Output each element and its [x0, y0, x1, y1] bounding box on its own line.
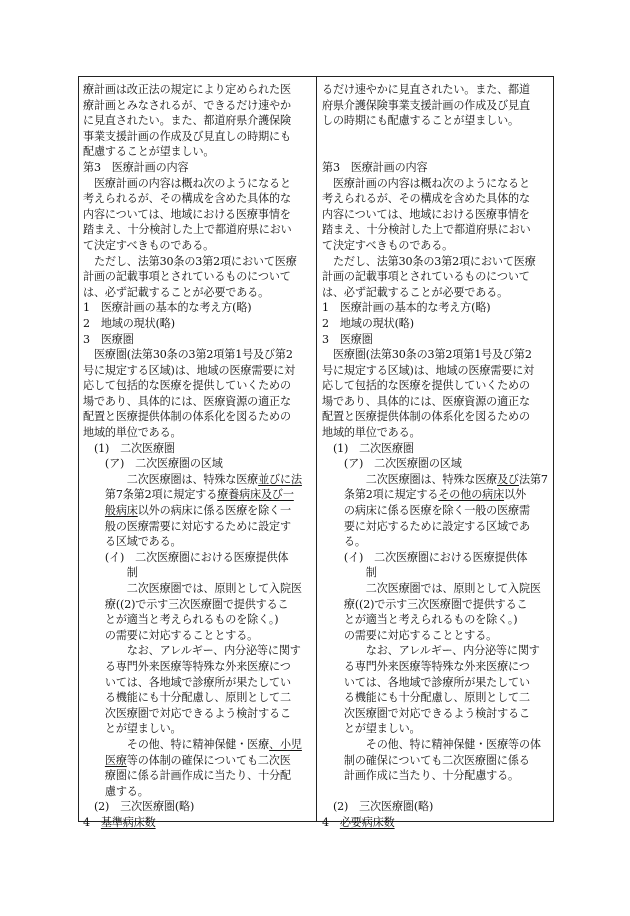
text-line — [322, 98, 549, 114]
text-line — [83, 129, 312, 145]
line-text: の需要に対応することとする。 — [83, 628, 259, 642]
line-text: 医療計画の内容は概ね次のようになると — [83, 176, 291, 190]
line-text: て決定すべきものである。 — [322, 238, 454, 252]
text-line — [83, 721, 312, 737]
line-text: (2) 三次医療圏(略) — [322, 800, 434, 814]
line-text: 場であり、具体的には、医療資源の適正な — [322, 394, 530, 408]
line-text: 内容については、地域における医療事情を — [322, 207, 530, 221]
text-line — [83, 82, 312, 98]
text-line — [322, 706, 549, 722]
line-text: 応して包括的な医療を提供していくための — [322, 379, 530, 393]
text-line — [83, 441, 312, 457]
text-line — [83, 472, 312, 488]
text-line — [83, 815, 312, 831]
text-line — [83, 675, 312, 691]
text-line — [322, 363, 549, 379]
line-text: 二次医療圏は、特殊な医療 — [83, 472, 259, 486]
text-line — [322, 721, 549, 737]
text-line — [83, 254, 312, 270]
text-line — [322, 456, 549, 472]
line-text: 療圏に係る計画作成に当たり、十分配 — [83, 769, 291, 783]
text-line — [83, 456, 312, 472]
line-text: 療計画とみなされるが、できるだけ速やか — [83, 98, 291, 112]
line-text: 4 — [83, 815, 101, 829]
text-line — [83, 768, 312, 784]
line-text: (イ) 二次医療圏における医療提供体 — [322, 550, 528, 564]
line-text: 号に規定する区域)は、地域の医療需要に対 — [83, 363, 296, 377]
line-text: 応して包括的な医療を提供していくための — [83, 379, 291, 393]
text-line — [322, 550, 549, 566]
text-line — [322, 628, 549, 644]
line-text: 制の確保についても二次医療圏に係る — [322, 753, 530, 767]
text-line — [83, 191, 312, 207]
text-line — [83, 378, 312, 394]
text-line — [322, 581, 549, 597]
line-text: 計画作成に当たり、十分配慮する。 — [322, 769, 519, 783]
line-text: 3 医療圏 — [83, 332, 134, 346]
text-line — [83, 409, 312, 425]
text-line — [83, 332, 312, 348]
line-text: る専門外来医療等特殊な外来医療につ — [322, 659, 530, 673]
line-text: 1 医療計画の基本的な考え方(略) — [322, 301, 491, 315]
underlined-text: 般病床 — [104, 504, 138, 518]
text-line — [322, 487, 549, 503]
text-line — [322, 332, 549, 348]
line-text: るだけ速やかに見直されたい。また、都道 — [322, 83, 530, 96]
text-line — [322, 597, 549, 613]
text-line — [322, 472, 549, 488]
text-line — [83, 503, 312, 519]
line-text: いては、各地域で診療所が果たしてい — [83, 675, 291, 689]
text-line — [83, 659, 312, 675]
line-text: 4 — [322, 815, 340, 829]
text-line — [83, 628, 312, 644]
text-line — [322, 737, 549, 753]
line-text: 計画の記載事項とされているものについて — [83, 270, 291, 284]
line-text: とが適当と考えられるものを除く。) — [83, 613, 279, 627]
line-text: る区域である。 — [83, 535, 182, 549]
line-text: 療((2)で示す三次医療圏で提供するこ — [83, 597, 289, 611]
text-line — [83, 534, 312, 550]
line-text: 条第2項に規定する — [322, 488, 439, 502]
line-text: 1 医療計画の基本的な考え方(略) — [83, 301, 252, 315]
line-text: 要に対応するために設定する区域であ — [322, 519, 530, 533]
text-line — [83, 706, 312, 722]
text-line — [83, 347, 312, 363]
line-text: その他、特に精神保健・医療等の体 — [322, 737, 541, 751]
text-line — [322, 176, 549, 192]
line-text: は、必ず記載することが必要である。 — [83, 285, 270, 299]
text-line — [322, 347, 549, 363]
text-line — [83, 316, 312, 332]
line-text: 配置と医療提供体制の体系化を図るための — [83, 410, 291, 424]
line-text: (ア) 二次医療圏の区域 — [322, 457, 462, 471]
line-text: (イ) 二次医療圏における医療提供体 — [83, 550, 289, 564]
underlined-text: 基準病床数 — [100, 815, 156, 829]
text-line — [322, 316, 549, 332]
text-line — [322, 238, 549, 254]
line-text: は、必ず記載することが必要である。 — [322, 285, 509, 299]
line-text: 等の体制の確保についても二次医 — [126, 753, 291, 767]
text-line — [322, 129, 549, 145]
text-line — [322, 269, 549, 285]
text-line — [83, 597, 312, 613]
text-line — [83, 550, 312, 566]
text-line — [322, 690, 549, 706]
text-line — [322, 113, 549, 129]
line-text: 療((2)で示す三次医療圏で提供するこ — [322, 597, 528, 611]
line-text: 3 医療圏 — [322, 332, 373, 346]
text-line — [83, 98, 312, 114]
text-line — [322, 300, 549, 316]
line-text: なお、アレルギー、内分泌等に関す — [83, 644, 301, 658]
text-line — [322, 191, 549, 207]
line-text: (2) 三次医療圏(略) — [83, 800, 195, 814]
underlined-text: 、小児 — [269, 737, 302, 751]
text-line — [322, 409, 549, 425]
line-text: 医療圏(法第30条の3第2項第1号及び第2 — [83, 348, 293, 362]
text-line — [322, 643, 549, 659]
text-line — [322, 222, 549, 238]
line-text: 踏まえ、十分検討した上で都道府県におい — [322, 223, 531, 237]
underlined-text: 必要病床数 — [339, 815, 395, 829]
line-text: ただし、法第30条の3第2項において医療 — [83, 254, 297, 268]
line-text: る。 — [322, 535, 366, 549]
text-line — [83, 581, 312, 597]
text-line — [83, 737, 312, 753]
line-text: の病床に係る医療を除く一般の医療需 — [322, 504, 530, 518]
text-line — [83, 222, 312, 238]
line-text: 内容については、地域における医療事情を — [83, 207, 291, 221]
text-line — [83, 269, 312, 285]
current-text-column — [316, 77, 553, 829]
text-line — [83, 394, 312, 410]
text-line — [322, 378, 549, 394]
line-text: その他、特に精神保健・医療 — [83, 737, 270, 751]
line-text — [83, 504, 105, 517]
text-line — [322, 441, 549, 457]
line-text: 計画の記載事項とされているものについて — [322, 270, 530, 284]
text-line — [322, 534, 549, 550]
text-line — [83, 612, 312, 628]
line-text: 法第7 — [519, 472, 548, 486]
line-text: とが望ましい。 — [83, 722, 182, 736]
line-text: とが適当と考えられるものを除く。) — [322, 613, 518, 627]
text-line — [83, 144, 312, 160]
text-line — [322, 799, 549, 815]
text-line — [83, 487, 312, 503]
line-text: に見直されたい。また、都道府県介護保険 — [83, 114, 291, 128]
text-line — [322, 254, 549, 270]
line-text: 療計画は改正法の規定により定められた医 — [83, 83, 291, 96]
line-text: 2 地域の現状(略) — [322, 316, 414, 330]
text-line — [83, 753, 312, 769]
text-line — [322, 285, 549, 301]
line-text: ただし、法第30条の3第2項において医療 — [322, 254, 536, 268]
line-text: て決定すべきものである。 — [83, 238, 215, 252]
line-text: (ア) 二次医療圏の区域 — [83, 457, 223, 471]
text-line — [83, 784, 312, 800]
text-line — [322, 815, 549, 831]
text-line — [322, 784, 549, 800]
text-line — [322, 675, 549, 691]
line-text: 医療計画の内容は概ね次のようになると — [322, 176, 530, 190]
text-line — [322, 394, 549, 410]
text-line — [322, 160, 549, 176]
line-text: 慮する。 — [83, 784, 149, 798]
comparison-table — [78, 76, 554, 829]
line-text: る機能にも十分配慮し、原則として二 — [83, 691, 291, 705]
line-text: 以外 — [504, 488, 526, 502]
underlined-text: 並びに法 — [258, 472, 302, 486]
line-text: 地域的単位である。 — [83, 426, 182, 440]
text-line — [83, 643, 312, 659]
text-line — [83, 207, 312, 223]
line-text: 踏まえ、十分検討した上で都道府県におい — [83, 223, 292, 237]
text-line — [322, 565, 549, 581]
text-line — [322, 659, 549, 675]
line-text: (1) 二次医療圏 — [83, 441, 175, 455]
line-text: 般の医療需要に対応するために設定す — [83, 519, 291, 533]
text-line — [322, 753, 549, 769]
line-text: 配慮することが望ましい。 — [83, 145, 215, 159]
underlined-text: 療養病床及び一 — [217, 488, 294, 502]
text-line — [322, 768, 549, 784]
text-line — [83, 425, 312, 441]
text-line — [83, 113, 312, 129]
text-line — [83, 176, 312, 192]
line-text: 二次医療圏では、原則として入院医 — [83, 582, 302, 595]
text-line — [322, 503, 549, 519]
line-text: る専門外来医療等特殊な外来医療につ — [83, 659, 291, 673]
line-text: 第7条第2項に規定する — [83, 488, 218, 502]
line-text: 制 — [322, 566, 377, 580]
line-text: とが望ましい。 — [322, 722, 421, 736]
line-text: 2 地域の現状(略) — [83, 316, 175, 330]
text-line — [83, 363, 312, 379]
line-text: 二次医療圏は、特殊な医療 — [322, 472, 498, 486]
text-line — [83, 690, 312, 706]
text-line — [83, 160, 312, 176]
line-text: る機能にも十分配慮し、原則として二 — [322, 691, 530, 705]
line-text: 第3 医療計画の内容 — [322, 160, 428, 174]
line-text — [83, 754, 105, 767]
text-line — [83, 519, 312, 535]
line-text: 次医療圏で対応できるよう検討するこ — [83, 706, 291, 720]
text-line — [322, 144, 549, 160]
line-text: の需要に対応することとする。 — [322, 628, 498, 642]
text-line — [322, 82, 549, 98]
text-line — [322, 519, 549, 535]
line-text: 制 — [83, 566, 138, 580]
line-text: 府県介護保険事業支援計画の作成及び見直 — [322, 98, 530, 112]
text-line — [83, 285, 312, 301]
line-text: 考えられるが、その構成を含めた具体的な — [322, 192, 530, 206]
line-text: 考えられるが、その構成を含めた具体的な — [83, 192, 291, 206]
revised-text-column — [79, 77, 316, 829]
text-line — [83, 300, 312, 316]
line-text: 場であり、具体的には、医療資源の適正な — [83, 394, 291, 408]
line-text: (1) 二次医療圏 — [322, 441, 414, 455]
underlined-text: 及び — [497, 472, 519, 486]
line-text: なお、アレルギー、内分泌等に関す — [322, 644, 540, 658]
line-text: いては、各地域で診療所が果たしてい — [322, 675, 530, 689]
line-text: 事業支援計画の作成及び見直しの時期にも — [83, 129, 291, 143]
line-text: 次医療圏で対応できるよう検討するこ — [322, 706, 530, 720]
line-text: 二次医療圏では、原則として入院医 — [322, 582, 541, 595]
text-line — [322, 425, 549, 441]
line-text: 配置と医療提供体制の体系化を図るための — [322, 410, 530, 424]
line-text: 号に規定する区域)は、地域の医療需要に対 — [322, 363, 535, 377]
line-text: 第3 医療計画の内容 — [83, 160, 189, 174]
text-line — [322, 612, 549, 628]
text-line — [83, 799, 312, 815]
text-line — [83, 238, 312, 254]
underlined-text: 医療 — [104, 753, 127, 767]
underlined-text: その他の病床 — [438, 488, 505, 502]
text-line — [83, 565, 312, 581]
text-line — [322, 207, 549, 223]
line-text: しの時期にも配慮することが望ましい。 — [322, 114, 519, 128]
line-text: 以外の病床に係る医療を除く一 — [137, 504, 291, 518]
line-text: 医療圏(法第30条の3第2項第1号及び第2 — [322, 348, 532, 362]
line-text: 地域的単位である。 — [322, 426, 421, 440]
